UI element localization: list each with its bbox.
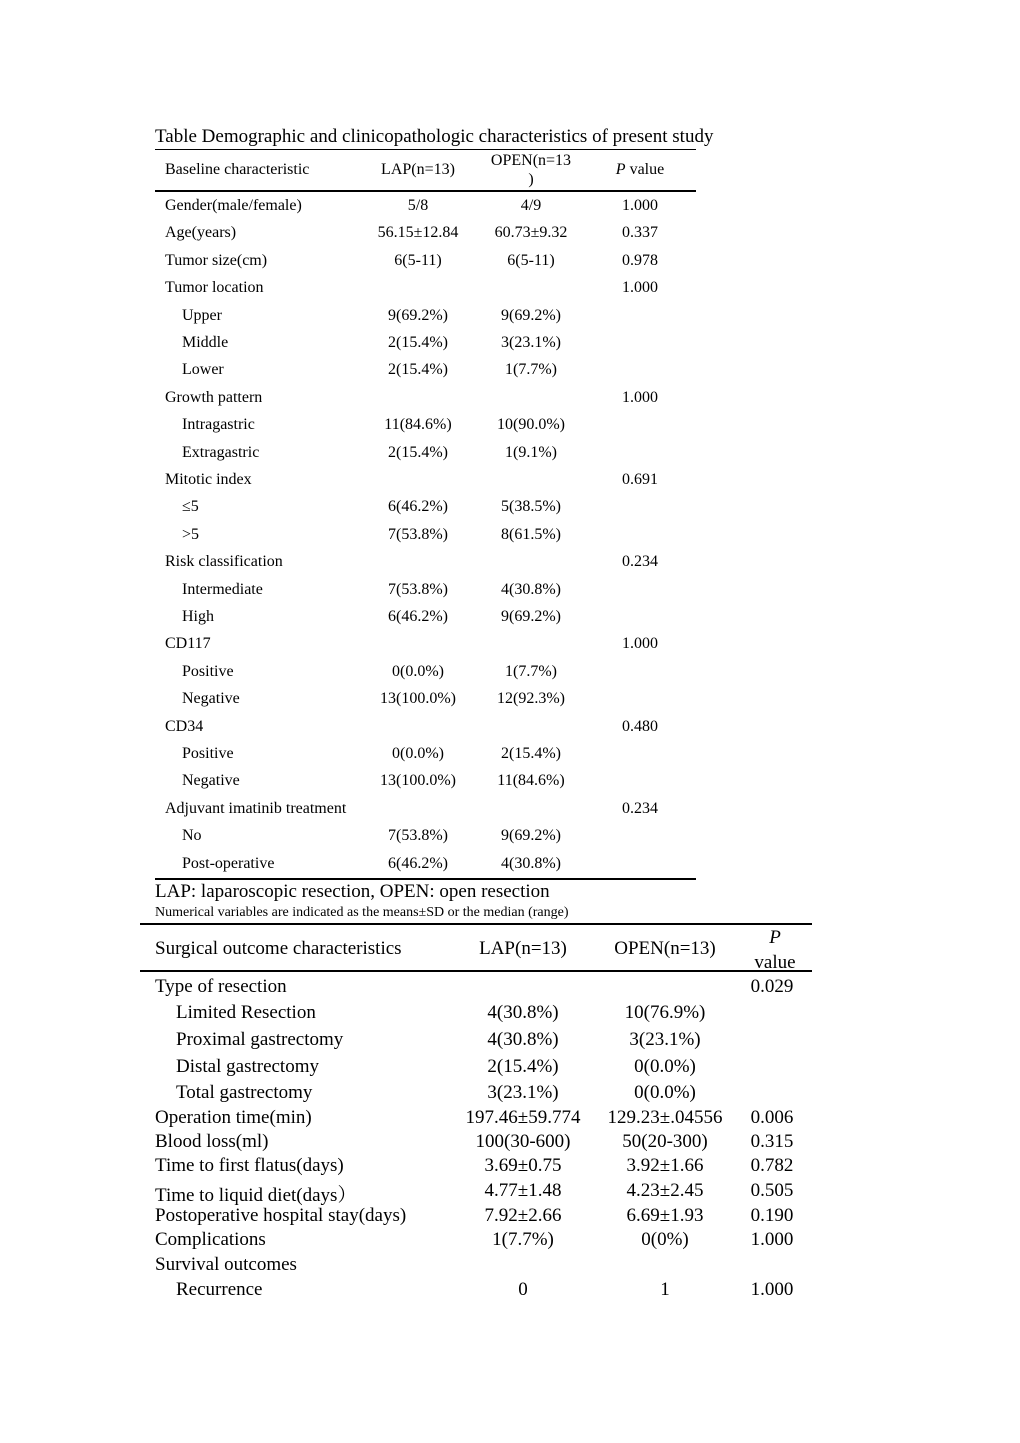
lap-value: 9(69.2%) [388,306,448,324]
p-value: 0.480 [622,717,658,735]
open-value: 50(20-300) [622,1131,708,1152]
lap-value: 5/8 [407,197,429,214]
header-lap: LAP(n=13) [381,161,455,178]
p-value: 1.000 [750,1279,794,1300]
p-value: 1.000 [622,388,658,406]
open-value: 4.23±2.45 [626,1180,704,1201]
header-open: OPEN(n=13) [614,938,716,959]
p-value: 1.000 [750,1229,794,1250]
row-label: Negative [182,690,240,708]
lap-value: 4(30.8%) [487,1002,559,1023]
row-label: Complications [155,1229,266,1250]
lap-value: 3(23.1%) [487,1082,559,1103]
row-label: Proximal gastrectomy [176,1029,344,1050]
open-value: 10(90.0%) [497,416,565,434]
lap-value: 2(15.4%) [487,1056,559,1077]
row-label: Growth pattern [165,388,263,406]
open-value: 60.73±9.32 [494,224,568,242]
row-label: Extragastric [182,443,260,461]
header-p-value: P value [615,161,665,178]
open-value: 0(0%) [641,1229,689,1250]
open-value: 129.23±.04556 [607,1107,723,1128]
lap-value: 11(84.6%) [384,416,452,434]
row-label: Post-operative [182,854,275,872]
lap-value: 7(53.8%) [388,580,448,598]
table2-top-rule [140,923,812,925]
lap-value: 7.92±2.66 [484,1205,562,1226]
p-value: 1.000 [622,635,658,653]
row-label: Tumor location [165,279,264,297]
row-label: Negative [182,772,240,790]
open-value: 8(61.5%) [501,525,561,543]
open-value: 3(23.1%) [629,1029,701,1050]
lap-value: 13(100.0%) [380,772,456,790]
header-p-value: P value [754,927,796,973]
open-value: 1(7.7%) [505,361,557,379]
lap-value: 7(53.8%) [388,827,448,845]
p-value: 0.234 [622,553,658,571]
table-title: Table Demographic and clinicopathologic characteristics of present study [155,126,714,147]
open-value: 6.69±1.93 [626,1205,704,1226]
row-label: >5 [182,525,200,543]
open-value: 3(23.1%) [501,334,561,351]
numeric-variables-note: Numerical variables are indicated as the means±SD or the median (range) [155,905,569,920]
open-value: 9(69.2%) [501,827,561,845]
lap-value: 2(15.4%) [388,443,448,461]
lap-value: 4.77±1.48 [484,1180,562,1201]
lap-value: 0(0.0%) [392,662,444,680]
lap-value: 0(0.0%) [392,745,444,762]
p-value: 0.029 [750,976,794,997]
table1-bottom-rule [155,878,696,880]
open-value: 0(0.0%) [634,1082,696,1103]
open-value: 0(0.0%) [634,1056,696,1077]
row-label: Recurrence [176,1279,263,1300]
row-label: No [182,827,202,845]
abbreviation-note: LAP: laparoscopic resection, OPEN: open resection [155,881,550,902]
open-value: 9(69.2%) [501,608,561,625]
row-label: CD117 [165,635,211,653]
open-value: 6(5-11) [507,251,555,269]
row-label: Limited Resection [176,1002,316,1023]
row-label: Time to liquid diet(days） [155,1185,357,1206]
row-label: ≤5 [182,498,199,516]
row-label: Mitotic index [165,471,252,488]
row-label: Time to first flatus(days) [155,1155,344,1176]
lap-value: 6(46.2%) [388,608,448,625]
p-value: 0.315 [750,1131,794,1152]
open-value: 4(30.8%) [501,854,561,872]
header-surgical-outcome: Surgical outcome characteristics [155,938,402,959]
row-label: Blood loss(ml) [155,1131,269,1152]
lap-value: 13(100.0%) [380,690,456,708]
lap-value: 100(30-600) [475,1131,571,1152]
row-label: Gender(male/female) [165,197,302,214]
row-label: Risk classification [165,553,283,571]
row-label: Operation time(min) [155,1107,312,1128]
open-value: 2(15.4%) [501,745,561,762]
row-label: Type of resection [155,976,287,997]
row-label: Adjuvant imatinib treatment [165,799,347,817]
row-label: High [182,608,214,625]
row-label: Middle [182,334,229,351]
row-label: Positive [182,745,234,762]
p-value: 0.978 [622,251,658,269]
p-value: 0.006 [750,1107,794,1128]
open-value: 1 [660,1279,670,1300]
row-label: Survival outcomes [155,1254,297,1275]
open-value: 4/9 [520,197,542,214]
lap-value: 56.15±12.84 [377,224,459,242]
p-value: 0.337 [622,224,658,242]
row-label: Distal gastrectomy [176,1056,319,1077]
open-value: 10(76.9%) [624,1002,706,1023]
row-label: Postoperative hospital stay(days) [155,1205,407,1226]
p-value: 1.000 [622,197,658,214]
row-label: Upper [182,306,222,324]
row-label: Intragastric [182,416,255,434]
lap-value: 0 [518,1279,528,1300]
p-value: 0.691 [622,471,658,488]
header-baseline-characteristic: Baseline characteristic [165,161,310,178]
row-label: Positive [182,662,234,680]
header-open: OPEN(n=13 ) [490,152,572,188]
lap-value: 2(15.4%) [388,334,448,351]
open-value: 1(7.7%) [505,662,557,680]
p-value: 0.234 [622,799,658,817]
row-label: Lower [182,361,224,379]
row-label: CD34 [165,717,204,735]
row-label: Total gastrectomy [176,1082,313,1103]
table1-top-rule [155,149,696,150]
open-value: 1(9.1%) [505,443,557,461]
p-value: 0.190 [750,1205,794,1226]
p-value: 0.782 [750,1155,794,1176]
lap-value: 197.46±59.774 [465,1107,581,1128]
open-value: 9(69.2%) [501,306,561,324]
lap-value: 6(46.2%) [388,498,448,516]
row-label: Intermediate [182,580,263,598]
header-lap: LAP(n=13) [479,938,567,959]
open-value: 4(30.8%) [501,580,561,598]
lap-value: 2(15.4%) [388,361,448,379]
open-value: 5(38.5%) [501,498,561,516]
lap-value: 7(53.8%) [388,525,448,543]
open-value: 12(92.3%) [497,690,565,708]
row-label: Tumor size(cm) [165,251,268,269]
p-value: 1.000 [622,279,658,297]
lap-value: 3.69±0.75 [484,1155,562,1176]
open-value: 11(84.6%) [497,772,565,790]
p-value: 0.505 [750,1180,794,1201]
open-value: 3.92±1.66 [626,1155,704,1176]
lap-value: 4(30.8%) [487,1029,559,1050]
table2-header-rule [140,970,812,972]
lap-value: 6(5-11) [394,251,442,269]
lap-value: 1(7.7%) [492,1229,554,1250]
table1-header-rule [155,190,696,192]
row-label: Age(years) [165,224,237,242]
lap-value: 6(46.2%) [388,854,448,872]
